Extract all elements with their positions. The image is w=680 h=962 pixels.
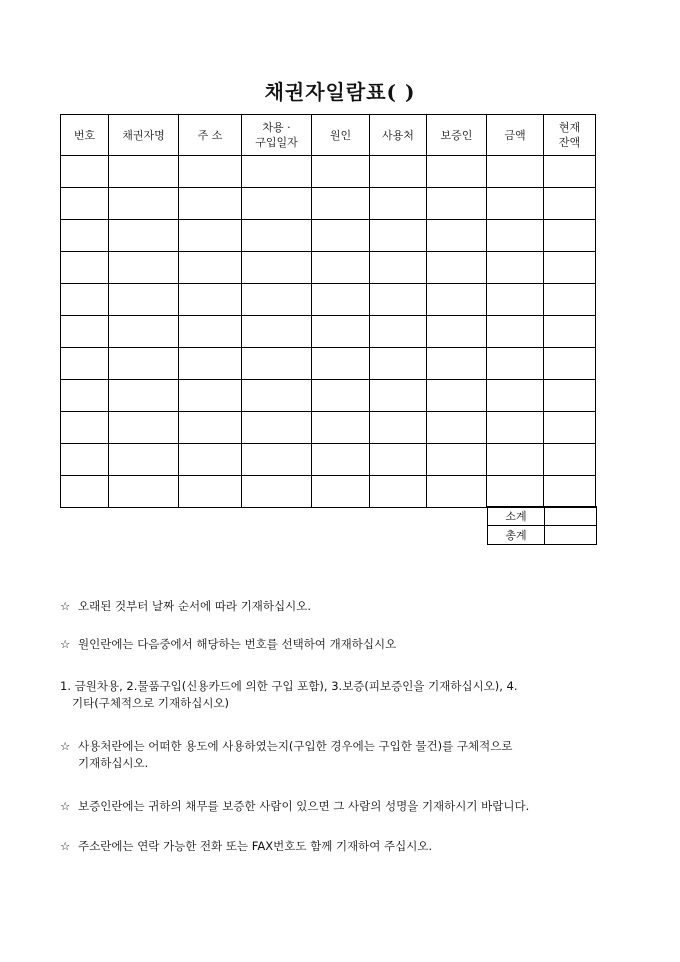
header-address: 주 소 bbox=[179, 115, 242, 156]
cell-creditor-name[interactable] bbox=[109, 220, 179, 252]
cell-cause[interactable] bbox=[312, 156, 370, 188]
cell-amount[interactable] bbox=[487, 316, 544, 348]
cell-amount[interactable] bbox=[487, 220, 544, 252]
cell-creditor-name[interactable] bbox=[109, 412, 179, 444]
cell-amount[interactable] bbox=[487, 252, 544, 284]
cell-borrow-date[interactable] bbox=[242, 444, 312, 476]
table-row bbox=[61, 316, 596, 348]
cell-borrow-date[interactable] bbox=[242, 188, 312, 220]
cell-address[interactable] bbox=[179, 444, 242, 476]
note-text-continued: 기재하십시오. bbox=[78, 756, 149, 770]
table-row bbox=[61, 188, 596, 220]
cell-guarantor[interactable] bbox=[427, 348, 487, 380]
cell-guarantor[interactable] bbox=[427, 220, 487, 252]
cell-usage[interactable] bbox=[370, 220, 427, 252]
table-row bbox=[61, 380, 596, 412]
cell-creditor-name[interactable] bbox=[109, 188, 179, 220]
cell-usage[interactable] bbox=[370, 348, 427, 380]
cell-borrow-date[interactable] bbox=[242, 348, 312, 380]
cell-address[interactable] bbox=[179, 284, 242, 316]
cell-current-balance[interactable] bbox=[544, 348, 596, 380]
header-borrow-date-line2: 구입일자 bbox=[255, 136, 298, 149]
cell-current-balance[interactable] bbox=[544, 476, 596, 508]
cell-current-balance[interactable] bbox=[544, 380, 596, 412]
cell-number[interactable] bbox=[61, 476, 109, 508]
cell-borrow-date[interactable] bbox=[242, 476, 312, 508]
cell-number[interactable] bbox=[61, 444, 109, 476]
grand-total-label: 총계 bbox=[488, 526, 545, 545]
cell-usage[interactable] bbox=[370, 156, 427, 188]
cell-usage[interactable] bbox=[370, 380, 427, 412]
cell-usage[interactable] bbox=[370, 284, 427, 316]
cell-address[interactable] bbox=[179, 156, 242, 188]
cell-creditor-name[interactable] bbox=[109, 252, 179, 284]
cell-number[interactable] bbox=[61, 348, 109, 380]
header-usage: 사용처 bbox=[370, 115, 427, 156]
star-icon: ☆ bbox=[60, 637, 71, 651]
header-guarantor: 보증인 bbox=[427, 115, 487, 156]
cell-usage[interactable] bbox=[370, 188, 427, 220]
cell-cause[interactable] bbox=[312, 284, 370, 316]
creditor-table bbox=[60, 114, 596, 508]
header-number: 번호 bbox=[61, 115, 109, 156]
note-item bbox=[60, 598, 620, 615]
cell-guarantor[interactable] bbox=[427, 444, 487, 476]
star-icon: ☆ bbox=[60, 799, 71, 813]
cell-current-balance[interactable] bbox=[544, 412, 596, 444]
star-icon: ☆ bbox=[60, 839, 71, 853]
header-cause: 원인 bbox=[312, 115, 370, 156]
cell-address[interactable] bbox=[179, 348, 242, 380]
cell-cause[interactable] bbox=[312, 188, 370, 220]
cell-number[interactable] bbox=[61, 412, 109, 444]
cell-cause[interactable] bbox=[312, 348, 370, 380]
note-text: 오래된 것부터 날짜 순서에 따라 기재하십시오. bbox=[78, 599, 312, 613]
table-row bbox=[61, 476, 596, 508]
cell-creditor-name[interactable] bbox=[109, 444, 179, 476]
header-balance-line1: 현재 bbox=[558, 121, 581, 134]
note-item bbox=[60, 678, 620, 712]
cell-address[interactable] bbox=[179, 220, 242, 252]
cell-amount[interactable] bbox=[487, 348, 544, 380]
cell-number[interactable] bbox=[61, 220, 109, 252]
table-row bbox=[61, 284, 596, 316]
cell-cause[interactable] bbox=[312, 252, 370, 284]
subtotal-value-cell[interactable] bbox=[545, 507, 597, 526]
header-creditor-name: 채권자명 bbox=[109, 115, 179, 156]
cell-number[interactable] bbox=[61, 156, 109, 188]
cell-current-balance[interactable] bbox=[544, 316, 596, 348]
cell-current-balance[interactable] bbox=[544, 220, 596, 252]
cell-cause[interactable] bbox=[312, 412, 370, 444]
cell-cause[interactable] bbox=[312, 316, 370, 348]
cell-address[interactable] bbox=[179, 412, 242, 444]
cell-amount[interactable] bbox=[487, 412, 544, 444]
table-row bbox=[61, 156, 596, 188]
cell-number[interactable] bbox=[61, 316, 109, 348]
cell-borrow-date[interactable] bbox=[242, 252, 312, 284]
grand-total-row bbox=[488, 526, 597, 545]
cell-guarantor[interactable] bbox=[427, 156, 487, 188]
cell-current-balance[interactable] bbox=[544, 252, 596, 284]
cell-address[interactable] bbox=[179, 188, 242, 220]
cell-creditor-name[interactable] bbox=[109, 348, 179, 380]
header-amount: 금액 bbox=[487, 115, 544, 156]
table-header-row bbox=[61, 115, 596, 156]
cell-usage[interactable] bbox=[370, 252, 427, 284]
cell-guarantor[interactable] bbox=[427, 188, 487, 220]
cell-guarantor[interactable] bbox=[427, 476, 487, 508]
cell-address[interactable] bbox=[179, 316, 242, 348]
cell-amount[interactable] bbox=[487, 444, 544, 476]
cell-usage[interactable] bbox=[370, 476, 427, 508]
header-balance-line2: 잔액 bbox=[558, 136, 581, 149]
cell-usage[interactable] bbox=[370, 316, 427, 348]
totals-table bbox=[487, 506, 597, 545]
cell-address[interactable] bbox=[179, 252, 242, 284]
cell-amount[interactable] bbox=[487, 156, 544, 188]
cell-address[interactable] bbox=[179, 476, 242, 508]
note-item bbox=[60, 738, 620, 772]
star-icon: ☆ bbox=[60, 739, 71, 753]
cell-creditor-name[interactable] bbox=[109, 156, 179, 188]
cell-amount[interactable] bbox=[487, 380, 544, 412]
table-row bbox=[61, 348, 596, 380]
cell-cause[interactable] bbox=[312, 444, 370, 476]
cell-number[interactable] bbox=[61, 284, 109, 316]
cell-number[interactable] bbox=[61, 380, 109, 412]
cell-borrow-date[interactable] bbox=[242, 412, 312, 444]
cell-guarantor[interactable] bbox=[427, 252, 487, 284]
note-text: 원인란에는 다음중에서 해당하는 번호를 선택하여 개재하십시오 bbox=[78, 637, 397, 651]
note-text: 사용처란에는 어떠한 용도에 사용하였는지(구입한 경우에는 구입한 물건)를 구체적으로 bbox=[78, 739, 513, 753]
cell-cause[interactable] bbox=[312, 220, 370, 252]
note-item bbox=[60, 798, 620, 815]
table-row bbox=[61, 220, 596, 252]
table-row bbox=[61, 412, 596, 444]
subtotal-row bbox=[488, 507, 597, 526]
header-current-balance bbox=[544, 115, 596, 156]
cell-guarantor[interactable] bbox=[427, 380, 487, 412]
cell-amount[interactable] bbox=[487, 188, 544, 220]
cell-current-balance[interactable] bbox=[544, 188, 596, 220]
grand-total-value-cell[interactable] bbox=[545, 526, 597, 545]
note-text-continued: 기타(구체적으로 기재하십시오) bbox=[72, 696, 230, 710]
cell-number[interactable] bbox=[61, 188, 109, 220]
cell-address[interactable] bbox=[179, 380, 242, 412]
cell-number[interactable] bbox=[61, 252, 109, 284]
cell-usage[interactable] bbox=[370, 444, 427, 476]
cell-borrow-date[interactable] bbox=[242, 316, 312, 348]
cell-guarantor[interactable] bbox=[427, 412, 487, 444]
cell-current-balance[interactable] bbox=[544, 156, 596, 188]
subtotal-label: 소계 bbox=[488, 507, 545, 526]
cell-guarantor[interactable] bbox=[427, 316, 487, 348]
header-borrow-date-line1: 차용 · bbox=[262, 121, 291, 134]
cell-amount[interactable] bbox=[487, 284, 544, 316]
cell-current-balance[interactable] bbox=[544, 284, 596, 316]
cell-creditor-name[interactable] bbox=[109, 316, 179, 348]
star-icon: ☆ bbox=[60, 599, 71, 613]
cell-borrow-date[interactable] bbox=[242, 380, 312, 412]
cell-borrow-date[interactable] bbox=[242, 156, 312, 188]
cell-amount[interactable] bbox=[487, 476, 544, 508]
note-text: 1. 금원차용, 2.물품구입(신용카드에 의한 구입 포함), 3.보증(피보증인을 기재하십시오), 4. bbox=[60, 679, 518, 693]
table-row bbox=[61, 444, 596, 476]
cell-creditor-name[interactable] bbox=[109, 476, 179, 508]
cell-borrow-date[interactable] bbox=[242, 284, 312, 316]
cell-creditor-name[interactable] bbox=[109, 284, 179, 316]
document-title: 채권자일람표( ) bbox=[264, 80, 416, 104]
note-item bbox=[60, 636, 620, 653]
header-borrow-date bbox=[242, 115, 312, 156]
cell-creditor-name[interactable] bbox=[109, 380, 179, 412]
note-text: 주소란에는 연락 가능한 전화 또는 FAX번호도 함께 기재하여 주십시오. bbox=[78, 839, 433, 853]
cell-guarantor[interactable] bbox=[427, 284, 487, 316]
table-body bbox=[61, 156, 596, 508]
note-text: 보증인란에는 귀하의 채무를 보증한 사람이 있으면 그 사람의 성명을 기재하시기 바랍니다. bbox=[78, 799, 530, 813]
cell-usage[interactable] bbox=[370, 412, 427, 444]
cell-cause[interactable] bbox=[312, 380, 370, 412]
cell-borrow-date[interactable] bbox=[242, 220, 312, 252]
table-row bbox=[61, 252, 596, 284]
cell-cause[interactable] bbox=[312, 476, 370, 508]
note-item bbox=[60, 838, 620, 855]
cell-current-balance[interactable] bbox=[544, 444, 596, 476]
